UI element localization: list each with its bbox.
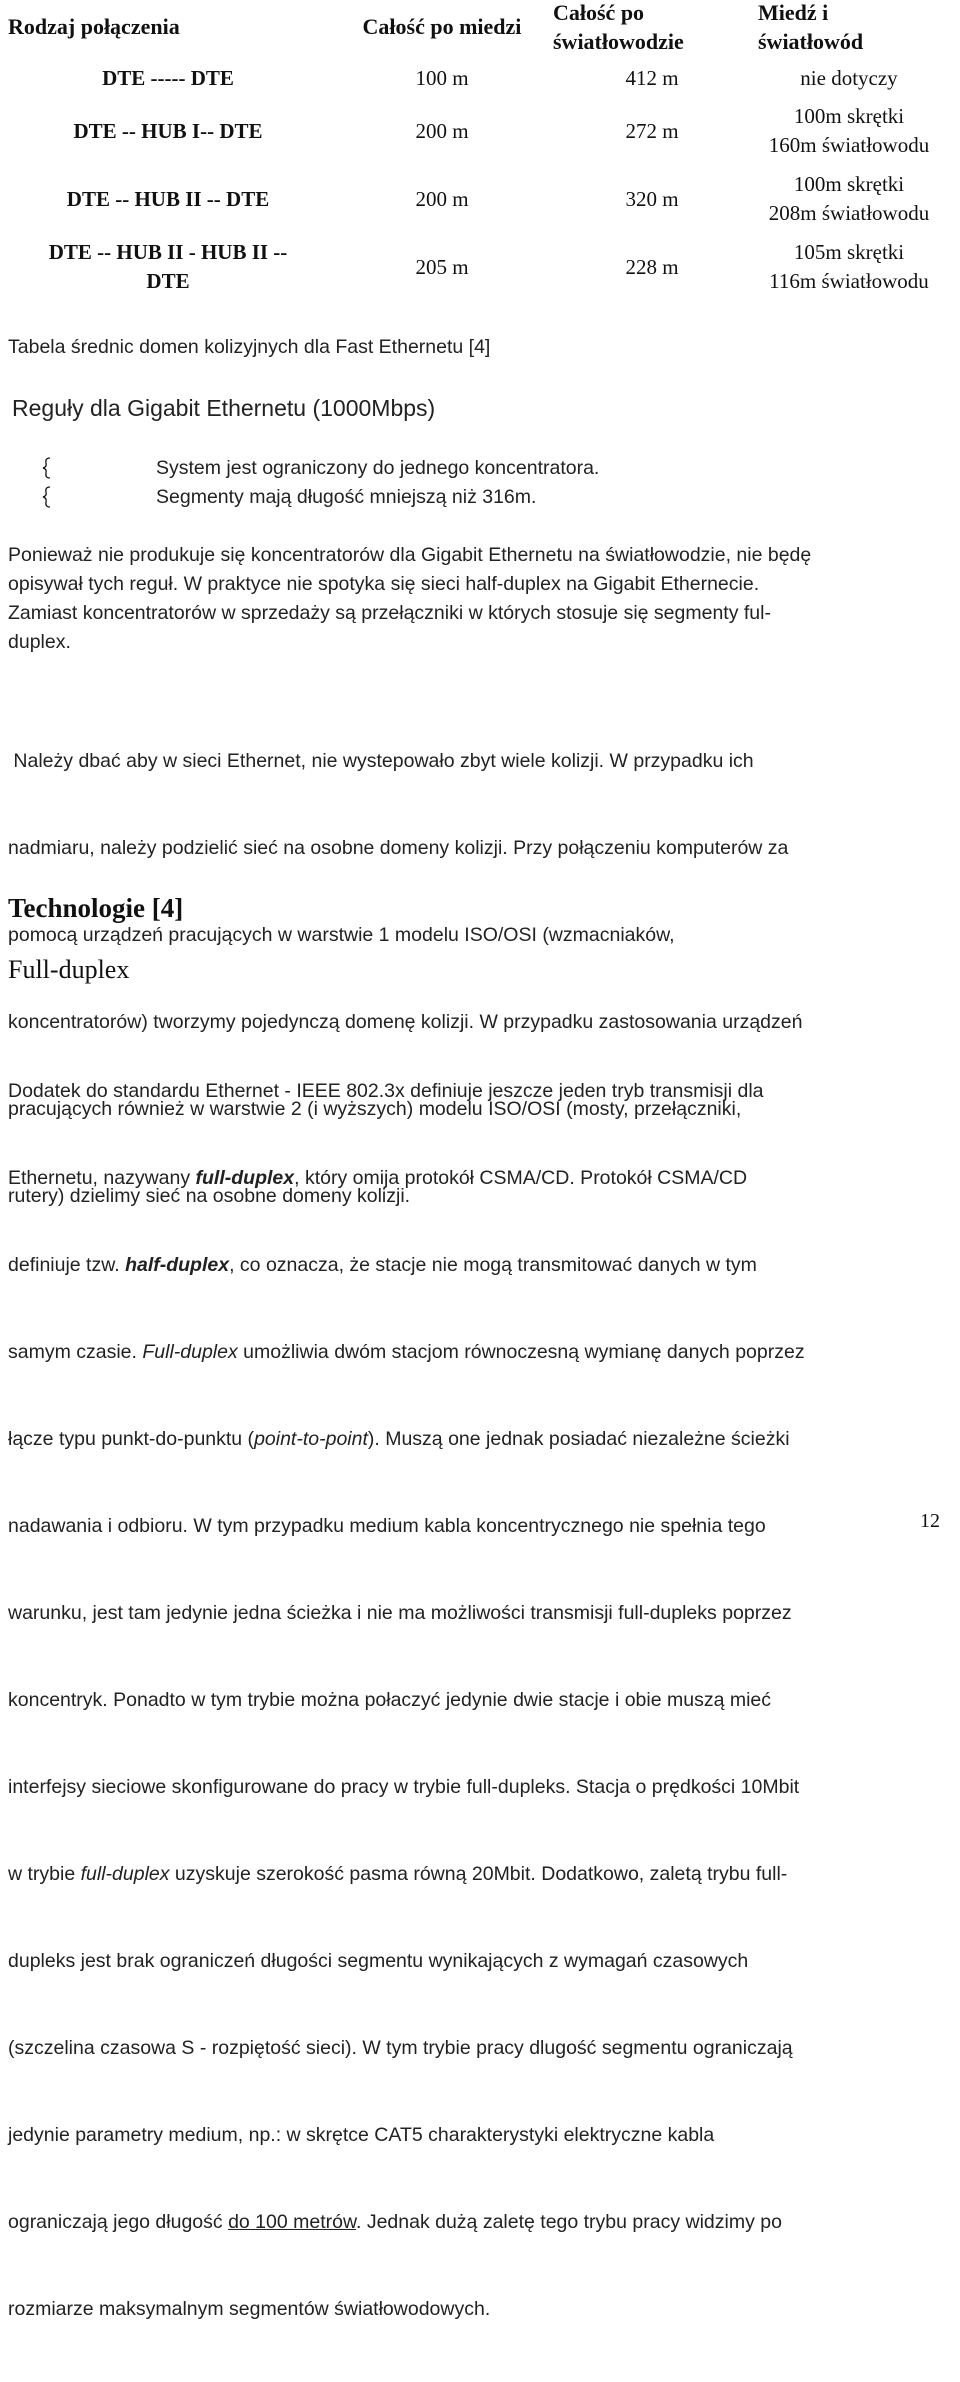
row-fiber: 228 m	[625, 255, 679, 279]
para-line: duplex.	[8, 631, 71, 653]
row-mixed-line1: 100m skrętki	[793, 172, 905, 196]
term-full-duplex: Full-duplex	[142, 1341, 238, 1363]
header-copper: Całość po miedzi	[362, 14, 522, 39]
table-caption: Tabela średnic domen kolizyjnych dla Fast Ethernetu [4]	[8, 336, 491, 358]
text-span: ). Muszą one jednak posiadać niezależne ścieżki	[367, 1428, 790, 1450]
text-span: umożliwia dwóm stacjom równoczesną wymianę danych poprzez	[237, 1341, 805, 1363]
paragraph-full-duplex	[8, 1019, 958, 2382]
row-copper: 200 m	[415, 187, 469, 211]
text-span: Ethernetu, nazywany	[8, 1167, 196, 1189]
list-item-text: System jest ograniczony do jednego koncentratora.	[156, 457, 600, 479]
page-number: 12	[920, 1510, 940, 1532]
para-line	[8, 1860, 958, 1889]
para-line: koncentryk. Ponadto w tym trybie można połaczyć jedynie dwie stacje i obie muszą mieć	[8, 1689, 772, 1711]
text-span: , który omija protokół CSMA/CD. Protokół CSMA/CD	[294, 1167, 748, 1189]
para-line: opisywał tych reguł. W praktyce nie spotyka się sieci half-duplex na Gigabit Ethernecie.	[8, 573, 760, 595]
row-mixed-line1: 100m skrętki	[793, 104, 905, 128]
header-fiber-line1: Całość po	[553, 0, 645, 25]
para-line	[8, 1425, 958, 1454]
text-span: . Jednak dużą zaletę tego trybu pracy widzimy po	[355, 2211, 782, 2233]
row-mixed-line2: 208m światłowodu	[768, 201, 930, 225]
text-span: ograniczają jego długość	[8, 2211, 229, 2233]
row-fiber: 272 m	[625, 119, 679, 143]
row-copper: 100 m	[415, 66, 469, 90]
header-mixed-line2: światłowód	[758, 29, 864, 54]
para-line: pracujących również w warstwie 2 (i wyższych) modelu ISO/OSI (mosty, przełączniki,	[8, 1098, 742, 1120]
para-line: Należy dbać aby w sieci Ethernet, nie wystepowało zbyt wiele kolizji. W przypadku ich	[8, 750, 754, 772]
para-line: nadawania i odbioru. W tym przypadku medium kabla koncentrycznego nie spełnia tego	[8, 1515, 766, 1537]
row-mixed	[740, 102, 958, 160]
row-copper: 200 m	[415, 119, 469, 143]
subsection-heading: Full-duplex	[8, 955, 130, 984]
row-type-line1: DTE -- HUB II - HUB II --	[48, 240, 288, 264]
para-line: dupleks jest brak ograniczeń długości segmentu wynikających z wymagań czasowych	[8, 1950, 749, 1972]
para-line: nadmiaru, należy podzielić sieć na osobne domeny kolizji. Przy połączeniu komputerów za	[8, 837, 789, 859]
text-span: łącze typu punkt-do-punktu (	[8, 1428, 255, 1450]
term-half-duplex: half-duplex	[125, 1254, 230, 1276]
rules-title: Reguły dla Gigabit Ethernetu (1000Mbps)	[12, 395, 436, 421]
row-mixed-line2: 160m światłowodu	[768, 133, 930, 157]
row-type: DTE -- HUB I-- DTE	[73, 119, 263, 143]
row-type	[8, 238, 328, 296]
para-line: warunku, jest tam jedynie jedna ścieżka i nie ma możliwości transmisji full-dupleks poprzez	[8, 1602, 792, 1624]
text-span: uzyskuje szerokość pasma równą 20Mbit. Dodatkowo, zaletą trybu full-	[169, 1863, 788, 1885]
para-line: Dodatek do standardu Ethernet - IEEE 802.3x definiuje jeszcze jeden tryb transmisji dla	[8, 1080, 764, 1102]
row-mixed-line2: 116m światłowodu	[769, 269, 929, 293]
row-mixed	[740, 238, 958, 296]
para-line: rutery) dzielimy sieć na osobne domeny kolizji.	[8, 1185, 411, 1207]
term-point-to-point: point-to-point	[254, 1428, 368, 1450]
header-fiber-line2: światłowodzie	[553, 29, 684, 54]
para-line: (szczelina czasowa S - rozpiętość sieci). W tym trybie pracy dlugość segmentu ograniczają	[8, 2037, 793, 2059]
term-full-duplex: full-duplex	[195, 1167, 295, 1189]
row-fiber: 412 m	[625, 66, 679, 90]
para-line: rozmiarze maksymalnym segmentów światłowodowych.	[8, 2298, 491, 2320]
para-line: interfejsy sieciowe skonfigurowane do pracy w trybie full-dupleks. Stacja o prędkości 10Mbit	[8, 1776, 800, 1798]
row-type-line2: DTE	[146, 269, 190, 293]
para-line	[8, 1251, 958, 1280]
text-span: samym czasie.	[8, 1341, 143, 1363]
header-mixed	[758, 0, 960, 56]
para-line	[8, 1164, 958, 1193]
bracket-bullet-icon	[42, 456, 52, 480]
list-item-text: Segmenty mają długość mniejszą niż 316m.	[156, 486, 537, 508]
row-type: DTE -- HUB II -- DTE	[66, 187, 270, 211]
row-mixed-line1: 105m skrętki	[793, 240, 905, 264]
term-full-duplex: full-duplex	[80, 1863, 170, 1885]
para-line: Ponieważ nie produkuje się koncentratorów dla Gigabit Ethernetu na światłowodzie, nie będę	[8, 544, 812, 566]
paragraph-gigabit	[8, 541, 958, 657]
para-line: pomocą urządzeń pracujących w warstwie 1 modelu ISO/OSI (wzmacniaków,	[8, 924, 675, 946]
row-mixed: nie dotyczy	[800, 66, 898, 90]
text-span: definiuje tzw.	[8, 1254, 126, 1276]
para-line	[8, 2208, 958, 2237]
header-fiber	[553, 0, 761, 56]
section-heading: Technologie [4]	[8, 893, 184, 923]
header-connection-type: Rodzaj połączenia	[8, 14, 180, 39]
para-line: Zamiast koncentratorów w sprzedaży są przełączniki w których stosuje się segmenty ful-	[8, 602, 771, 624]
para-line: jedynie parametry medium, np.: w skrętce CAT5 charakterystyki elektryczne kabla	[8, 2124, 715, 2146]
row-mixed	[740, 170, 958, 228]
bracket-bullet-icon	[42, 485, 52, 509]
header-mixed-line1: Miedź i	[758, 0, 829, 25]
link-100-meters[interactable]: do 100 metrów	[228, 2211, 356, 2233]
para-line: koncentratorów) tworzymy pojedynczą domenę kolizji. W przypadku zastosowania urządzeń	[8, 1011, 803, 1033]
row-type: DTE ----- DTE	[102, 66, 234, 90]
row-copper: 205 m	[415, 255, 469, 279]
text-span: w trybie	[8, 1863, 81, 1885]
text-span: , co oznacza, że stacje nie mogą transmitować danych w tym	[229, 1254, 757, 1276]
row-fiber: 320 m	[625, 187, 679, 211]
para-line	[8, 1338, 958, 1367]
